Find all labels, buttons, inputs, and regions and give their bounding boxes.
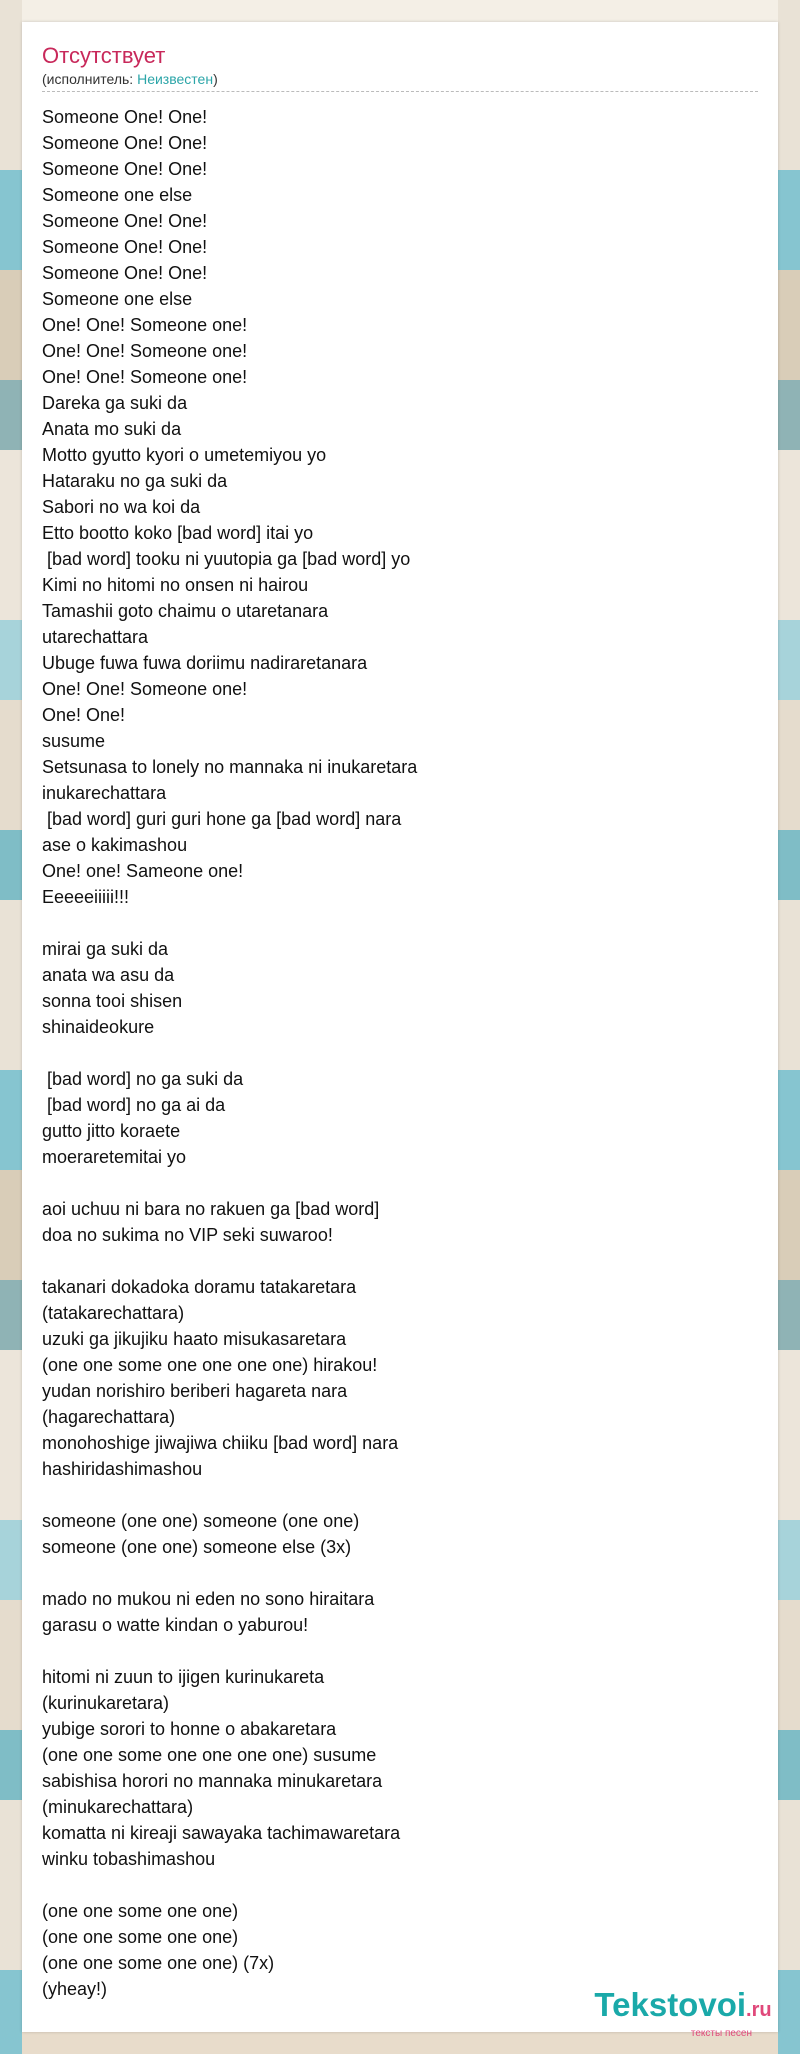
lyric-line: Someone One! One! <box>42 159 208 179</box>
lyric-line: sabishisa horori no mannaka minukaretara <box>42 1771 383 1791</box>
lyric-line <box>42 1638 758 1664</box>
lyric-line: mirai ga suki da <box>42 939 169 959</box>
lyric-line: sonna tooi shisen <box>42 991 183 1011</box>
lyric-line: Anata mo suki da <box>42 419 182 439</box>
background-stripe-left <box>0 0 22 2054</box>
lyric-line: takanari dokadoka doramu tatakaretara <box>42 1277 357 1297</box>
song-title: Отсутствует <box>42 43 166 68</box>
lyric-line: (one one some one one one one) hirakou! <box>42 1355 378 1375</box>
lyric-line: hashiridashimashou <box>42 1459 203 1479</box>
lyric-line <box>42 1872 758 1898</box>
lyric-line: [bad word] no ga ai da <box>42 1095 226 1115</box>
lyric-line: (one one some one one one one) susume <box>42 1745 377 1765</box>
logo-wordmark <box>570 1987 796 2028</box>
lyric-line: anata wa asu da <box>42 965 175 985</box>
lyric-line: yubige sorori to honne o abakaretara <box>42 1719 337 1739</box>
lyric-line: Someone one else <box>42 185 193 205</box>
artist-line <box>42 70 758 92</box>
lyric-line: (one one some one one) <box>42 1901 239 1921</box>
song-header <box>42 42 758 92</box>
lyric-line: mado no mukou ni eden no sono hiraitara <box>42 1589 375 1609</box>
lyric-line: One! One! <box>42 705 126 725</box>
lyric-line: gutto jitto koraete <box>42 1121 181 1141</box>
lyric-line: (one one some one one) (7x) <box>42 1953 275 1973</box>
lyric-line: garasu o watte kindan o yaburou! <box>42 1615 309 1635</box>
lyric-line: Sabori no wa koi da <box>42 497 201 517</box>
lyric-line: Motto gyutto kyori o umetemiyou yo <box>42 445 327 465</box>
lyric-line: yudan norishiro beriberi hagareta nara <box>42 1381 348 1401</box>
lyric-line: utarechattara <box>42 627 149 647</box>
lyric-line: [bad word] no ga suki da <box>42 1069 244 1089</box>
lyric-line: aoi uchuu ni bara no rakuen ga [bad word] <box>42 1199 380 1219</box>
lyric-line: doa no sukima no VIP seki suwaroo! <box>42 1225 333 1245</box>
lyric-line: One! One! Someone one! <box>42 341 248 361</box>
logo-tld: .ru <box>746 1999 772 2021</box>
lyric-line: Dareka ga suki da <box>42 393 188 413</box>
artist-link[interactable]: Неизвестен <box>137 71 214 87</box>
lyric-line: Someone one else <box>42 289 193 309</box>
lyric-line: One! One! Someone one! <box>42 315 248 335</box>
artist-prefix: (исполнитель: <box>42 71 138 87</box>
lyrics-card <box>22 22 778 2039</box>
lyrics-text <box>42 104 758 2002</box>
lyric-line: Hataraku no ga suki da <box>42 471 228 491</box>
lyric-line: (hagarechattara) <box>42 1407 176 1427</box>
lyric-line <box>42 1040 758 1066</box>
lyric-line: Ubuge fuwa fuwa doriimu nadiraretanara <box>42 653 368 673</box>
lyric-line: One! One! Someone one! <box>42 679 248 699</box>
lyric-line: someone (one one) someone (one one) <box>42 1511 360 1531</box>
lyric-line: hitomi ni zuun to ijigen kurinukareta <box>42 1667 325 1687</box>
lyric-line <box>42 910 758 936</box>
lyric-line <box>42 1560 758 1586</box>
lyric-line: Setsunasa to lonely no mannaka ni inukaretara <box>42 757 418 777</box>
lyric-line: moeraretemitai yo <box>42 1147 187 1167</box>
lyric-line: Someone One! One! <box>42 211 208 231</box>
lyric-line <box>42 1248 758 1274</box>
lyric-line: someone (one one) someone else (3x) <box>42 1537 352 1557</box>
lyric-line: (tatakarechattara) <box>42 1303 185 1323</box>
logo-tagline: тексты песен <box>690 2028 752 2039</box>
lyric-line: shinaideokure <box>42 1017 155 1037</box>
lyric-line <box>42 1482 758 1508</box>
background-stripe-right <box>778 0 800 2054</box>
lyric-line: winku tobashimashou <box>42 1849 216 1869</box>
lyric-line: monohoshige jiwajiwa chiiku [bad word] nara <box>42 1433 399 1453</box>
lyric-line: Someone One! One! <box>42 107 208 127</box>
lyric-line: One! One! Someone one! <box>42 367 248 387</box>
lyric-line: ase o kakimashou <box>42 835 188 855</box>
lyric-line: [bad word] guri guri hone ga [bad word] nara <box>42 809 402 829</box>
lyric-line: (kurinukaretara) <box>42 1693 170 1713</box>
lyric-line: Tamashii goto chaimu o utaretanara <box>42 601 329 621</box>
lyric-line: (one one some one one) <box>42 1927 239 1947</box>
lyric-line: (minukarechattara) <box>42 1797 194 1817</box>
lyric-line: uzuki ga jikujiku haato misukasaretara <box>42 1329 347 1349</box>
artist-suffix: ) <box>213 71 218 87</box>
lyric-line <box>42 1170 758 1196</box>
lyric-line: Etto bootto koko [bad word] itai yo <box>42 523 314 543</box>
lyric-line: One! one! Sameone one! <box>42 861 244 881</box>
lyric-line: Kimi no hitomi no onsen ni hairou <box>42 575 309 595</box>
lyric-line: Someone One! One! <box>42 133 208 153</box>
lyric-line: Eeeeeiiiii!!! <box>42 887 130 907</box>
site-logo[interactable] <box>570 1987 796 2040</box>
logo-name: Tekstovoi <box>594 1986 747 2023</box>
lyric-line: Someone One! One! <box>42 263 208 283</box>
lyric-line: Someone One! One! <box>42 237 208 257</box>
lyric-line: (yheay!) <box>42 1979 108 1999</box>
lyric-line: [bad word] tooku ni yuutopia ga [bad word] yo <box>42 549 411 569</box>
lyric-line: inukarechattara <box>42 783 167 803</box>
lyric-line: komatta ni kireaji sawayaka tachimawaretara <box>42 1823 401 1843</box>
lyric-line: susume <box>42 731 106 751</box>
